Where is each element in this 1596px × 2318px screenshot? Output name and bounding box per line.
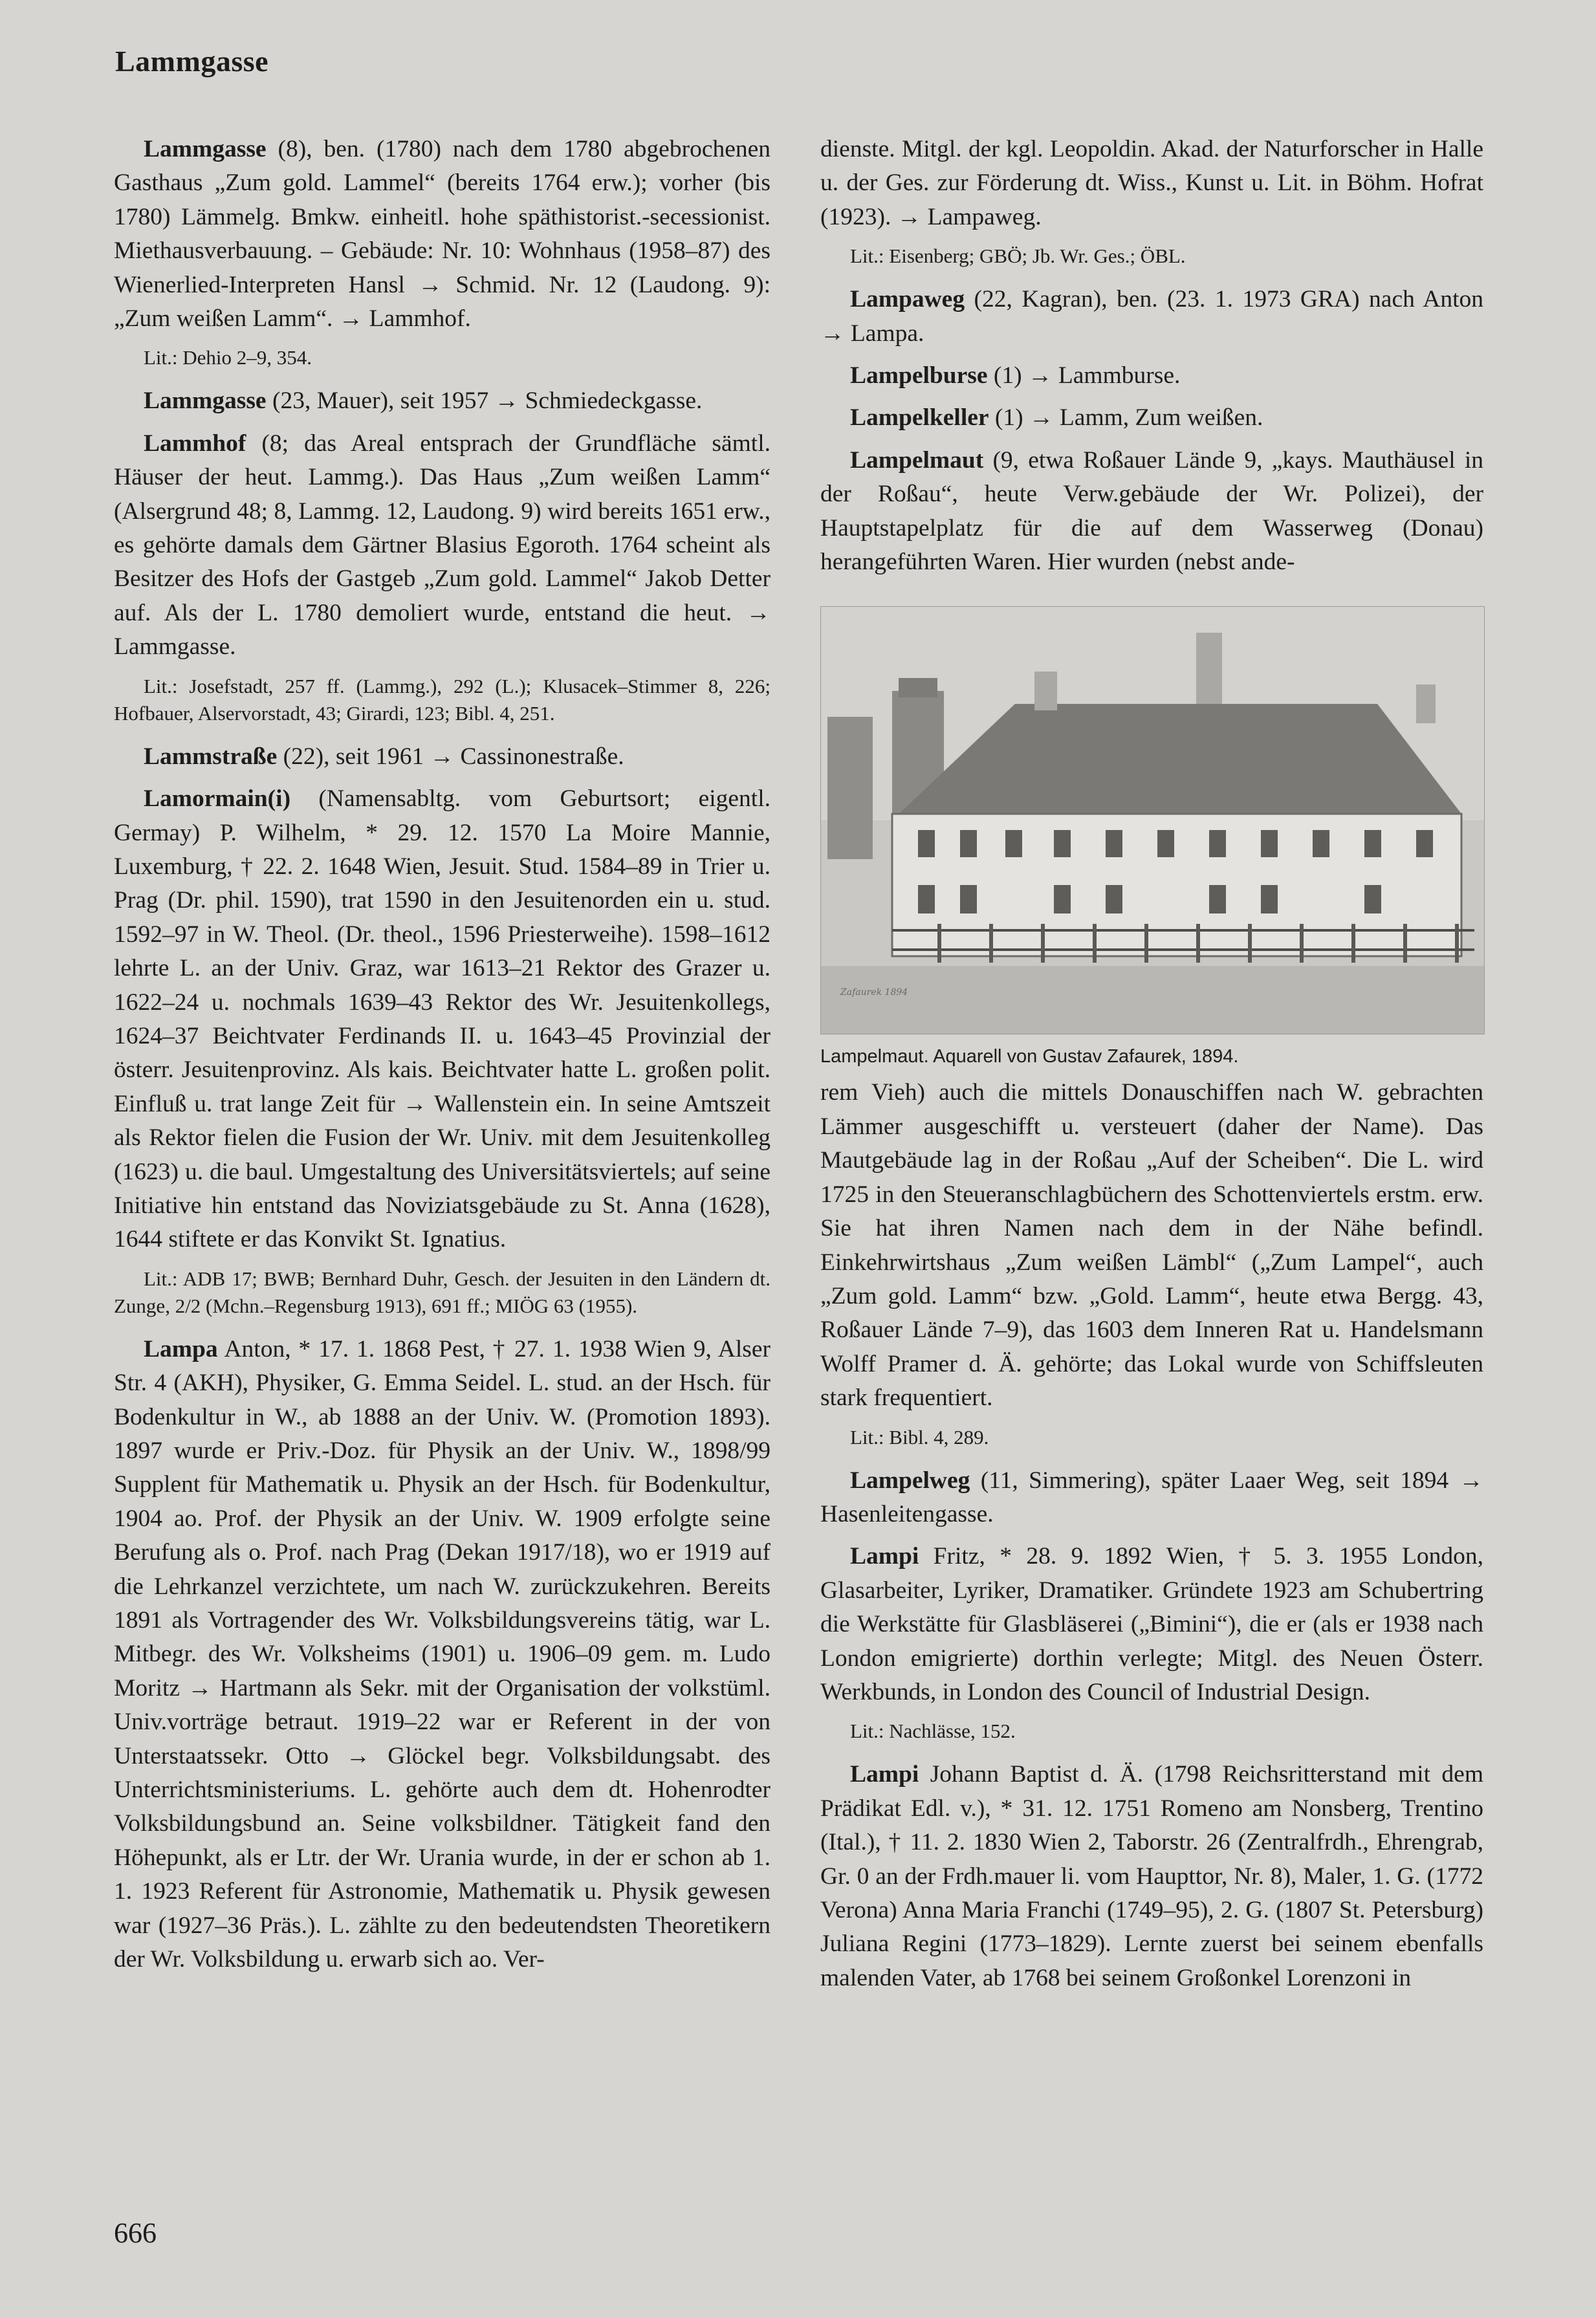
illustration-signature: Zafaurek 1894 <box>840 987 908 998</box>
entry-text: (11, Simmering), später Laaer Weg, seit 1894 → Hasenleitengasse. <box>820 1467 1483 1527</box>
entry-text: (22, Kagran), ben. (23. 1. 1973 GRA) nach Anton → Lampa. <box>820 286 1483 347</box>
entry-text: (23, Mauer), seit 1957 → Schmiedeckgasse. <box>266 388 703 415</box>
literature-text: Lit.: Josefstadt, 257 ff. (Lammg.), 292 (L.); Klusacek–Stimmer 8, 226; Hofbauer, Alservorstadt, 43; Girardi, 123; Bibl. 4, 251. <box>114 674 771 725</box>
lexicon-entry <box>114 782 771 1257</box>
entry-lemma: Lampelmaut <box>850 446 984 474</box>
lexicon-entry <box>820 444 1483 580</box>
lexicon-entry <box>820 1540 1483 1709</box>
literature-reference <box>820 243 1483 270</box>
entry-text: rem Vieh) auch die mittels Donauschiffen nach W. gebrachten Lämmer ausgeschifft u. versteuert (daher der Name). Das Mautgebäude lag in der Roßau „Auf der Scheiben“. Die L. wird 1725 in den Steueranschlagbüchern des Schottenviertels erstm. erw. Sie hat ihren Namen nach dem in der Nähe befindl. Einkehrwirtshaus „Zum weißen Lämbl“ („Zum Lampel“, auch „Zum gold. Lamm“ bzw. „Gold. Lamm“, heute etwa Bergg. 43, Roßauer Lände 7–9), das 1603 dem Inneren Rat u. Handelsmann Wolff Pramer d. Ä. gehörte; das Lokal wurde von Schiffsleuten stark frequentiert. <box>820 1079 1483 1412</box>
entry-lemma: Lampelweg <box>850 1467 970 1494</box>
lexicon-entry <box>114 133 771 336</box>
literature-reference <box>114 344 771 371</box>
literature-text: Lit.: ADB 17; BWB; Bernhard Duhr, Gesch. der Jesuiten in den Ländern dt. Zunge, 2/2 (Mchn.–Regensburg 1913), 691 ff.; MIÖG 63 (1955). <box>114 1267 771 1317</box>
entry-text: dienste. Mitgl. der kgl. Leopoldin. Akad. der Naturforscher in Halle u. der Ges. zur Förderung dt. Wiss., Kunst u. Lit. in Böhm. Hofrat (1923). → Lampaweg. <box>820 136 1483 230</box>
entry-lemma: Lammhof <box>144 430 246 457</box>
entry-text: (Namensabltg. vom Geburtsort; eigentl. Germay) P. Wilhelm, * 29. 12. 1570 La Moire Mannie, Luxemburg, † 22. 2. 1648 Wien, Jesuit. Stud. 1584–89 in Trier u. Prag (Dr. phil. 1590), trat 1590 in den Jesuitenorden ein u. stud. 1592–97 in W. Theol. (Dr. theol., 1596 Priesterweihe). 1598–1612 lehrte L. an der Univ. Graz, war 1613–21 Rektor des Grazer u. 1622–24 u. nochmals 1639–43 Rektor des Wr. Jesuitenkollegs, 1624–37 Beichtvater Ferdinands II. u. 1643–45 Provinzial der österr. Jesuitenprovinz. Als kais. Beichtvater hatte L. großen polit. Einfluß u. trat lange Zeit für → Wallenstein ein. In seine Amtszeit als Rektor fielen die Fusion der Wr. Univ. mit dem Jesuitenkolleg (1623) u. die baul. Umgestaltung des Universitätsviertels; auf seine Initiative hin entstand das Noviziatsgebäude zu St. Anna (1628), 1644 stiftete er das Konvikt St. Ignatius. <box>114 785 771 1253</box>
entry-continuation <box>820 1076 1483 1415</box>
lexicon-entry <box>820 359 1483 393</box>
entry-lemma: Lammstraße <box>144 743 278 770</box>
literature-reference <box>114 1265 771 1320</box>
literature-text: Lit.: Eisenberg; GBÖ; Jb. Wr. Ges.; ÖBL. <box>850 245 1186 268</box>
lexicon-entry <box>114 384 771 418</box>
left-column <box>114 133 771 1985</box>
entry-lemma: Lamormain(i) <box>144 785 291 813</box>
literature-reference <box>820 1718 1483 1745</box>
entry-text: (9, etwa Roßauer Lände 9, „kays. Mauthäusel in der Roßau“, heute Verw.gebäude der Wr. Polizei), der Hauptstapelplatz für die auf dem Wasserweg (Donau) herangeführten Waren. Hier wurden (nebst ande- <box>820 446 1483 576</box>
lexicon-entry <box>820 283 1483 351</box>
lexicon-entry <box>820 1758 1483 1995</box>
entry-lemma: Lampelburse <box>850 362 988 389</box>
lexicon-entry <box>820 1464 1483 1532</box>
entry-lemma: Lampaweg <box>850 286 965 313</box>
entry-lemma: Lammgasse <box>144 136 267 162</box>
entry-lemma: Lampi <box>850 1761 919 1788</box>
entry-lemma: Lampelkeller <box>850 404 989 432</box>
entry-text: Anton, * 17. 1. 1868 Pest, † 27. 1. 1938 Wien 9, Alser Str. 4 (AKH), Physiker, G. Emma Seidel. L. stud. an der Hsch. für Bodenkultur in W., ab 1888 an der Univ. W. (Promotion 1893). 1897 wurde er Priv.-Doz. für Physik an der Univ. W., 1898/99 Supplent für Mathematik u. Physik an der Hsch. für Bodenkultur, 1904 ao. Prof. der Physik an der Univ. W. 1909 erfolgte seine Berufung als o. Prof. nach Prag (Dekan 1917/18), wo er 1919 auf die Lehrkanzel verzichtete, um nach W. zurückzukehren. Bereits 1891 als Vortragender des Wr. Volksbildungsvereins tätig, war L. Mitbegr. des Wr. Volksheims (1901) u. 1906–09 gem. m. Ludo Moritz → Hartmann als Sekr. mit der Organisation der volkstüml. Univ.vorträge betraut. 1919–22 war er Referent in der von Unterstaatssekr. Otto → Glöckel begr. Volksbildungsabt. des Unterrichtsministeriums. L. gehörte auch dem dt. Hohenrodter Volksbildungsbund an. Seine volksbildner. Tätigkeit fand den Höhepunkt, als er Ltr. der Wr. Urania wurde, in der er schon ab 1. 1. 1923 Referent für Astronomie, Mathematik u. Physik gewesen war (1927–36 Präs.). L. zählte zu den bedeutendsten Theoretikern der Wr. Volksbildung u. erwarb sich ao. Ver- <box>114 1335 771 1973</box>
right-column-top <box>820 133 1483 579</box>
entry-text: (8), ben. (1780) nach dem 1780 abgebrochenen Gasthaus „Zum gold. Lammel“ (bereits 1764 erw.); vorher (bis 1780) Lämmelg. Bmkw. einheitl. hohe späthistorist.-secessionist. Miethausverbauung. – Gebäude: Nr. 10: Wohnhaus (1958–87) des Wienerlied-Interpreten Hansl → Schmid. Nr. 12 (Laudong. 9): „Zum weißen Lamm“. → Lammhof. <box>114 136 771 333</box>
literature-reference <box>820 1424 1483 1451</box>
entry-text: (22), seit 1961 → Cassinonestraße. <box>277 743 624 770</box>
entry-text: (1) → Lamm, Zum weißen. <box>989 404 1263 432</box>
literature-text: Lit.: Dehio 2–9, 354. <box>144 346 312 369</box>
entry-text: (8; das Areal entsprach der Grundfläche sämtl. Häuser der heut. Lammg.). Das Haus „Zum weißen Lamm“ (Alsergrund 48; 8, Lammg. 12, Laudong. 9) wird bereits 1651 erw., es gehörte damals dem Gärtner Blasius Egoroth. 1764 scheint als Besitzer des Hofs der Gastgeb „Zum gold. Lammel“ Jakob Detter auf. Als der L. 1780 demoliert wurde, entstand die heut. → Lammgasse. <box>114 430 771 661</box>
lexicon-entry <box>820 401 1483 435</box>
lexicon-entry <box>114 740 771 774</box>
page-title: Lammgasse <box>115 45 269 78</box>
literature-reference <box>114 673 771 727</box>
figure <box>820 606 1483 1069</box>
lexicon-entry <box>114 427 771 664</box>
right-column-bottom <box>820 1076 1483 1995</box>
lexicon-entry <box>114 1333 771 1977</box>
lampelmaut-illustration <box>820 606 1485 1034</box>
right-column <box>820 133 1483 2004</box>
literature-text: Lit.: Nachlässe, 152. <box>850 1720 1016 1743</box>
figure-caption: Lampelmaut. Aquarell von Gustav Zafaurek, 1894. <box>820 1046 1239 1067</box>
entry-continuation <box>820 133 1483 234</box>
entry-lemma: Lammgasse <box>144 388 267 415</box>
page-number: 666 <box>114 2217 157 2249</box>
entry-text: Fritz, * 28. 9. 1892 Wien, † 5. 3. 1955 London, Glasarbeiter, Lyriker, Dramatiker. Gründete 1923 am Schubertring die Werkstätte für Glasbläserei („Bimini“), die er (als er 1938 nach London emigrierte) dorthin verlegte; Mitgl. des Neuen Österr. Werkbunds, in London des Council of Industrial Design. <box>820 1543 1483 1705</box>
literature-text: Lit.: Bibl. 4, 289. <box>850 1425 989 1449</box>
entry-lemma: Lampi <box>850 1543 919 1570</box>
entry-text: (1) → Lammburse. <box>987 362 1181 389</box>
entry-text: Johann Baptist d. Ä. (1798 Reichsritterstand mit dem Prädikat Edl. v.), * 31. 12. 1751 Romeno am Nonsberg, Trentino (Ital.), † 11. 2. 1830 Wien 2, Taborstr. 26 (Zentralfrdh., Ehrengrab, Gr. 0 an der Frdh.mauer li. vom Haupttor, Nr. 8), Maler, 1. G. (1772 Verona) Anna Maria Franchi (1749–95), 2. G. (1807 St. Petersburg) Juliana Regini (1773–1829). Lernte zuerst bei seinem ebenfalls malenden Vater, ab 1768 bei seinem Großonkel Lorenzoni in <box>820 1761 1483 1991</box>
entry-lemma: Lampa <box>144 1335 218 1362</box>
